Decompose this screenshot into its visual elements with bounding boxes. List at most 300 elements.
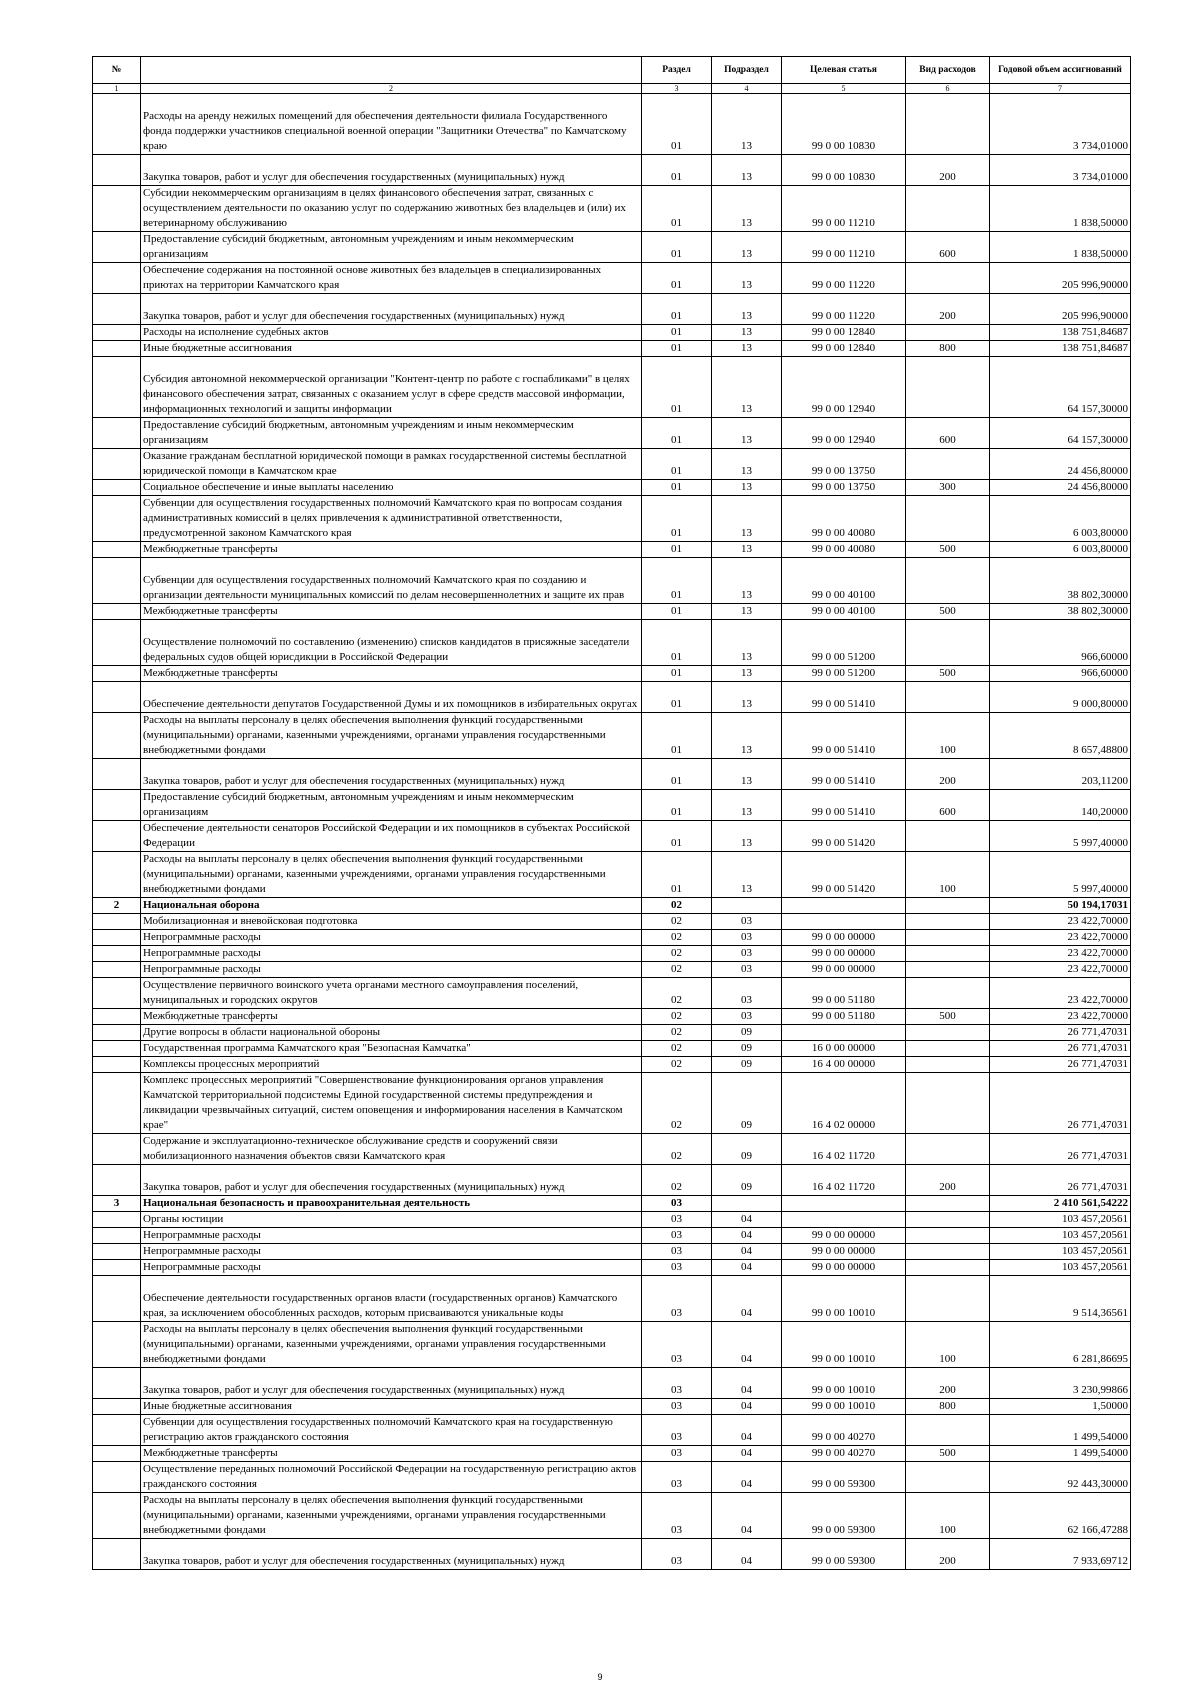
row-expense-type: 100 [906,1322,990,1368]
row-razdel: 02 [642,1134,712,1165]
row-podrazdel: 04 [712,1244,782,1260]
row-razdel: 01 [642,821,712,852]
row-target-article: 16 4 00 00000 [782,1057,906,1073]
row-amount: 26 771,47031 [990,1165,1131,1196]
row-expense-type [906,1415,990,1446]
row-name: Другие вопросы в области национальной обороны [141,1025,642,1041]
row-number [93,480,141,496]
row-name: Национальная оборона [141,898,642,914]
table-row [93,790,1131,821]
row-name: Субвенции для осуществления государственных полномочий Камчатского края на государственную регистрацию актов гражданского состояния [141,1415,642,1446]
row-number [93,666,141,682]
row-expense-type [906,449,990,480]
row-name: Межбюджетные трансферты [141,666,642,682]
row-target-article: 99 0 00 00000 [782,946,906,962]
row-name: Непрограммные расходы [141,1244,642,1260]
header-annual-amount: Годовой объем ассигнований [990,57,1131,84]
row-number [93,263,141,294]
row-razdel: 01 [642,759,712,790]
row-razdel: 02 [642,1041,712,1057]
table-row [93,186,1131,232]
row-expense-type: 500 [906,1446,990,1462]
row-amount: 26 771,47031 [990,1134,1131,1165]
row-razdel: 02 [642,978,712,1009]
table-body [93,94,1131,1570]
row-amount: 103 457,20561 [990,1260,1131,1276]
row-name: Иные бюджетные ассигнования [141,1399,642,1415]
row-number [93,294,141,325]
row-amount: 23 422,70000 [990,962,1131,978]
row-target-article: 99 0 00 59300 [782,1462,906,1493]
row-podrazdel: 13 [712,480,782,496]
row-expense-type [906,1228,990,1244]
row-name: Межбюджетные трансферты [141,542,642,558]
row-podrazdel: 13 [712,558,782,604]
row-name: Расходы на выплаты персоналу в целях обеспечения выполнения функций государственными (муниципальными) органами, казенными учреждениями, органами управления государственными внебюджетными фондами [141,852,642,898]
row-razdel: 03 [642,1368,712,1399]
table-row [93,1539,1131,1570]
row-razdel: 01 [642,263,712,294]
column-index-row [93,84,1131,94]
row-target-article: 16 4 02 00000 [782,1073,906,1134]
row-name: Комплекс процессных мероприятий "Совершенствование функционирования органов управления Камчатской территориальной подсистемы Единой государственной системы предупреждения и ликвидации чрезвычайных ситуаций, систем оповещения и информирования населения в Камчатском крае" [141,1073,642,1134]
row-podrazdel: 04 [712,1446,782,1462]
row-target-article: 99 0 00 51420 [782,852,906,898]
row-name: Содержание и эксплуатационно-техническое обслуживание средств и сооружений связи мобилизационного назначения объектов связи Камчатского края [141,1134,642,1165]
table-row [93,852,1131,898]
row-name: Расходы на выплаты персоналу в целях обеспечения выполнения функций государственными (муниципальными) органами, казенными учреждениями, органами управления государственными внебюджетными фондами [141,1493,642,1539]
row-razdel: 03 [642,1212,712,1228]
table-row [93,263,1131,294]
row-expense-type: 100 [906,852,990,898]
column-index: 6 [906,84,990,94]
row-target-article: 99 0 00 00000 [782,1228,906,1244]
row-podrazdel: 03 [712,962,782,978]
table-row [93,357,1131,418]
row-podrazdel: 13 [712,325,782,341]
row-expense-type: 200 [906,1368,990,1399]
row-expense-type: 200 [906,1539,990,1570]
row-name: Национальная безопасность и правоохранительная деятельность [141,1196,642,1212]
row-podrazdel: 13 [712,542,782,558]
row-expense-type [906,682,990,713]
row-name: Непрограммные расходы [141,1260,642,1276]
row-expense-type: 500 [906,604,990,620]
row-amount: 1 838,50000 [990,232,1131,263]
row-razdel: 01 [642,542,712,558]
row-expense-type: 200 [906,294,990,325]
row-razdel: 02 [642,898,712,914]
row-razdel: 01 [642,449,712,480]
row-expense-type [906,1260,990,1276]
row-name: Органы юстиции [141,1212,642,1228]
header-expense-type: Вид расходов [906,57,990,84]
table-row [93,1228,1131,1244]
row-target-article [782,1212,906,1228]
row-amount: 24 456,80000 [990,449,1131,480]
budget-table [92,56,1131,1570]
row-expense-type [906,1073,990,1134]
row-target-article: 99 0 00 11220 [782,263,906,294]
row-number [93,1399,141,1415]
row-amount: 203,11200 [990,759,1131,790]
row-podrazdel: 04 [712,1399,782,1415]
row-razdel: 03 [642,1260,712,1276]
row-number [93,978,141,1009]
row-target-article: 99 0 00 00000 [782,930,906,946]
row-name: Межбюджетные трансферты [141,1009,642,1025]
row-name: Предоставление субсидий бюджетным, автономным учреждениям и иным некоммерческим организациям [141,418,642,449]
row-amount: 1 499,54000 [990,1415,1131,1446]
row-razdel: 01 [642,357,712,418]
row-amount: 103 457,20561 [990,1228,1131,1244]
row-podrazdel [712,1196,782,1212]
row-razdel: 03 [642,1415,712,1446]
row-number [93,1041,141,1057]
row-number [93,155,141,186]
table-row [93,1415,1131,1446]
row-target-article: 99 0 00 40080 [782,496,906,542]
row-name: Осуществление полномочий по составлению (изменению) списков кандидатов в присяжные заседатели федеральных судов общей юрисдикции в Российской Федерации [141,620,642,666]
row-razdel: 02 [642,914,712,930]
row-name: Закупка товаров, работ и услуг для обеспечения государственных (муниципальных) нужд [141,1165,642,1196]
table-row [93,1399,1131,1415]
row-podrazdel: 04 [712,1539,782,1570]
row-amount: 26 771,47031 [990,1073,1131,1134]
row-number [93,1462,141,1493]
row-number [93,1165,141,1196]
row-podrazdel: 13 [712,759,782,790]
row-podrazdel: 13 [712,155,782,186]
table-row [93,1276,1131,1322]
row-podrazdel: 04 [712,1260,782,1276]
row-target-article: 16 0 00 00000 [782,1041,906,1057]
row-number [93,325,141,341]
table-row [93,666,1131,682]
row-number [93,1322,141,1368]
row-number [93,542,141,558]
row-amount: 38 802,30000 [990,558,1131,604]
row-razdel: 01 [642,186,712,232]
row-amount: 103 457,20561 [990,1212,1131,1228]
table-row [93,1009,1131,1025]
row-name: Субсидии некоммерческим организациям в целях финансового обеспечения затрат, связанных с осуществлением деятельности по оказанию услуг по содержанию животных без владельцев и (или) их ветеринарному обслуживанию [141,186,642,232]
table-row [93,978,1131,1009]
row-expense-type [906,914,990,930]
row-number [93,186,141,232]
row-expense-type: 500 [906,666,990,682]
row-podrazdel: 13 [712,418,782,449]
row-podrazdel: 09 [712,1073,782,1134]
row-razdel: 03 [642,1446,712,1462]
row-expense-type [906,357,990,418]
row-name: Предоставление субсидий бюджетным, автономным учреждениям и иным некоммерческим организациям [141,232,642,263]
row-target-article: 99 0 00 51420 [782,821,906,852]
row-name: Расходы на выплаты персоналу в целях обеспечения выполнения функций государственными (муниципальными) органами, казенными учреждениями, органами управления государственными внебюджетными фондами [141,1322,642,1368]
row-name: Государственная программа Камчатского края "Безопасная Камчатка" [141,1041,642,1057]
row-razdel: 02 [642,930,712,946]
row-expense-type: 500 [906,542,990,558]
row-amount: 92 443,30000 [990,1462,1131,1493]
row-razdel: 03 [642,1462,712,1493]
row-amount: 103 457,20561 [990,1244,1131,1260]
row-amount: 62 166,47288 [990,1493,1131,1539]
row-number [93,1539,141,1570]
row-razdel: 01 [642,341,712,357]
row-number: 3 [93,1196,141,1212]
row-amount: 138 751,84687 [990,325,1131,341]
row-razdel: 02 [642,1165,712,1196]
row-amount: 8 657,48800 [990,713,1131,759]
row-podrazdel: 13 [712,496,782,542]
row-number [93,914,141,930]
row-number [93,357,141,418]
row-razdel: 03 [642,1399,712,1415]
row-razdel: 02 [642,962,712,978]
row-name: Субвенции для осуществления государственных полномочий Камчатского края по вопросам создания административных комиссий в целях привлечения к административной ответственности, предусмотренной законом Камчатского края [141,496,642,542]
row-expense-type [906,1196,990,1212]
row-expense-type: 100 [906,713,990,759]
table-row [93,418,1131,449]
row-expense-type [906,94,990,155]
row-expense-type: 600 [906,790,990,821]
row-podrazdel: 13 [712,294,782,325]
row-target-article: 99 0 00 13750 [782,480,906,496]
row-name: Закупка товаров, работ и услуг для обеспечения государственных (муниципальных) нужд [141,294,642,325]
row-expense-type: 600 [906,418,990,449]
table-row [93,480,1131,496]
row-razdel: 02 [642,946,712,962]
row-number [93,94,141,155]
row-target-article: 99 0 00 11210 [782,186,906,232]
row-razdel: 01 [642,325,712,341]
table-row [93,1493,1131,1539]
table-row [93,1073,1131,1134]
table-row [93,962,1131,978]
row-number [93,821,141,852]
row-amount: 9 000,80000 [990,682,1131,713]
column-index: 7 [990,84,1131,94]
row-target-article: 99 0 00 51410 [782,759,906,790]
row-amount: 23 422,70000 [990,930,1131,946]
row-amount: 1 499,54000 [990,1446,1131,1462]
row-expense-type: 600 [906,232,990,263]
table-row [93,1368,1131,1399]
row-razdel: 01 [642,418,712,449]
table-row [93,759,1131,790]
row-target-article [782,1196,906,1212]
row-number [93,682,141,713]
row-podrazdel: 09 [712,1134,782,1165]
row-razdel: 01 [642,294,712,325]
row-target-article: 99 0 00 40100 [782,604,906,620]
row-name: Закупка товаров, работ и услуг для обеспечения государственных (муниципальных) нужд [141,1368,642,1399]
row-number [93,449,141,480]
table-row [93,325,1131,341]
row-podrazdel: 13 [712,852,782,898]
row-number [93,713,141,759]
row-name: Социальное обеспечение и иные выплаты населению [141,480,642,496]
row-podrazdel: 03 [712,1009,782,1025]
row-podrazdel: 04 [712,1276,782,1322]
row-target-article: 99 0 00 11210 [782,232,906,263]
row-razdel: 01 [642,94,712,155]
header-target-article: Целевая статья [782,57,906,84]
row-number [93,496,141,542]
row-amount: 138 751,84687 [990,341,1131,357]
table-row [93,449,1131,480]
table-row [93,1322,1131,1368]
row-name: Расходы на выплаты персоналу в целях обеспечения выполнения функций государственными (муниципальными) органами, казенными учреждениями, органами управления государственными внебюджетными фондами [141,713,642,759]
row-amount: 50 194,17031 [990,898,1131,914]
row-razdel: 01 [642,790,712,821]
table-row [93,1041,1131,1057]
row-target-article: 16 4 02 11720 [782,1134,906,1165]
row-target-article: 99 0 00 00000 [782,1260,906,1276]
row-razdel: 01 [642,666,712,682]
row-razdel: 02 [642,1057,712,1073]
row-target-article: 99 0 00 51410 [782,713,906,759]
row-number [93,1134,141,1165]
row-razdel: 01 [642,604,712,620]
table-row [93,1165,1131,1196]
column-index: 3 [642,84,712,94]
table-row [93,1057,1131,1073]
row-amount: 3 230,99866 [990,1368,1131,1399]
row-podrazdel: 13 [712,186,782,232]
row-name: Непрограммные расходы [141,1228,642,1244]
row-number [93,1276,141,1322]
row-amount: 205 996,90000 [990,263,1131,294]
row-razdel: 01 [642,852,712,898]
row-amount: 6 003,80000 [990,542,1131,558]
row-podrazdel: 09 [712,1057,782,1073]
row-podrazdel: 13 [712,713,782,759]
row-name: Непрограммные расходы [141,962,642,978]
row-target-article: 99 0 00 12940 [782,418,906,449]
table-row [93,94,1131,155]
row-podrazdel: 04 [712,1228,782,1244]
table-row [93,1196,1131,1212]
row-number [93,341,141,357]
row-expense-type [906,1041,990,1057]
table-row [93,542,1131,558]
row-number [93,1057,141,1073]
row-amount: 3 734,01000 [990,155,1131,186]
row-podrazdel: 03 [712,946,782,962]
row-number [93,1368,141,1399]
row-expense-type [906,962,990,978]
row-number [93,962,141,978]
row-name: Субсидия автономной некоммерческой организации "Контент-центр по работе с госпабликами" в целях финансового обеспечения затрат, связанных с оказанием услуг в сфере средств массовой информации, информационных технологий и защиты информации [141,357,642,418]
row-amount: 26 771,47031 [990,1041,1131,1057]
row-name: Иные бюджетные ассигнования [141,341,642,357]
table-row [93,294,1131,325]
row-amount: 140,20000 [990,790,1131,821]
header-no: № [93,57,141,84]
row-amount: 26 771,47031 [990,1057,1131,1073]
row-podrazdel: 09 [712,1165,782,1196]
row-podrazdel: 04 [712,1493,782,1539]
row-name: Обеспечение деятельности сенаторов Российской Федерации и их помощников в субъектах Российской Федерации [141,821,642,852]
row-razdel: 01 [642,480,712,496]
row-number [93,1025,141,1041]
row-razdel: 03 [642,1244,712,1260]
table-row [93,1025,1131,1041]
row-podrazdel: 04 [712,1368,782,1399]
table-header [93,57,1131,84]
row-name: Закупка товаров, работ и услуг для обеспечения государственных (муниципальных) нужд [141,759,642,790]
row-podrazdel: 13 [712,790,782,821]
row-number [93,930,141,946]
table-row [93,930,1131,946]
row-podrazdel: 13 [712,666,782,682]
row-expense-type: 200 [906,155,990,186]
row-podrazdel: 09 [712,1041,782,1057]
row-expense-type [906,620,990,666]
row-number [93,759,141,790]
table-row [93,713,1131,759]
row-amount: 64 157,30000 [990,357,1131,418]
row-target-article: 99 0 00 51410 [782,790,906,821]
row-razdel: 01 [642,620,712,666]
row-expense-type [906,1134,990,1165]
row-amount: 1,50000 [990,1399,1131,1415]
row-name: Расходы на исполнение судебных актов [141,325,642,341]
row-razdel: 03 [642,1493,712,1539]
row-expense-type: 800 [906,1399,990,1415]
row-name: Мобилизационная и вневойсковая подготовка [141,914,642,930]
table-row [93,1212,1131,1228]
row-razdel: 01 [642,232,712,263]
row-podrazdel: 04 [712,1462,782,1493]
row-target-article: 99 0 00 12840 [782,341,906,357]
row-target-article: 99 0 00 00000 [782,1244,906,1260]
row-target-article [782,1025,906,1041]
row-podrazdel: 04 [712,1322,782,1368]
row-amount: 6 281,86695 [990,1322,1131,1368]
column-index: 4 [712,84,782,94]
table-row [93,604,1131,620]
row-target-article: 99 0 00 00000 [782,962,906,978]
table-row [93,341,1131,357]
row-expense-type [906,1025,990,1041]
row-number [93,418,141,449]
row-name: Обеспечение содержания на постоянной основе животных без владельцев в специализированных приютах на территории Камчатского края [141,263,642,294]
row-target-article [782,898,906,914]
row-number [93,790,141,821]
row-amount: 966,60000 [990,666,1131,682]
row-podrazdel: 13 [712,604,782,620]
table-row [93,496,1131,542]
row-expense-type [906,186,990,232]
row-podrazdel: 03 [712,914,782,930]
row-podrazdel: 13 [712,94,782,155]
row-target-article: 99 0 00 51200 [782,620,906,666]
row-target-article: 99 0 00 10830 [782,155,906,186]
row-razdel: 01 [642,496,712,542]
row-number [93,1009,141,1025]
row-name: Комплексы процессных мероприятий [141,1057,642,1073]
table-row [93,232,1131,263]
table-row [93,1134,1131,1165]
row-amount: 1 838,50000 [990,186,1131,232]
table-row [93,155,1131,186]
header-podrazdel: Подраздел [712,57,782,84]
row-name: Межбюджетные трансферты [141,1446,642,1462]
row-razdel: 01 [642,558,712,604]
row-podrazdel: 13 [712,263,782,294]
